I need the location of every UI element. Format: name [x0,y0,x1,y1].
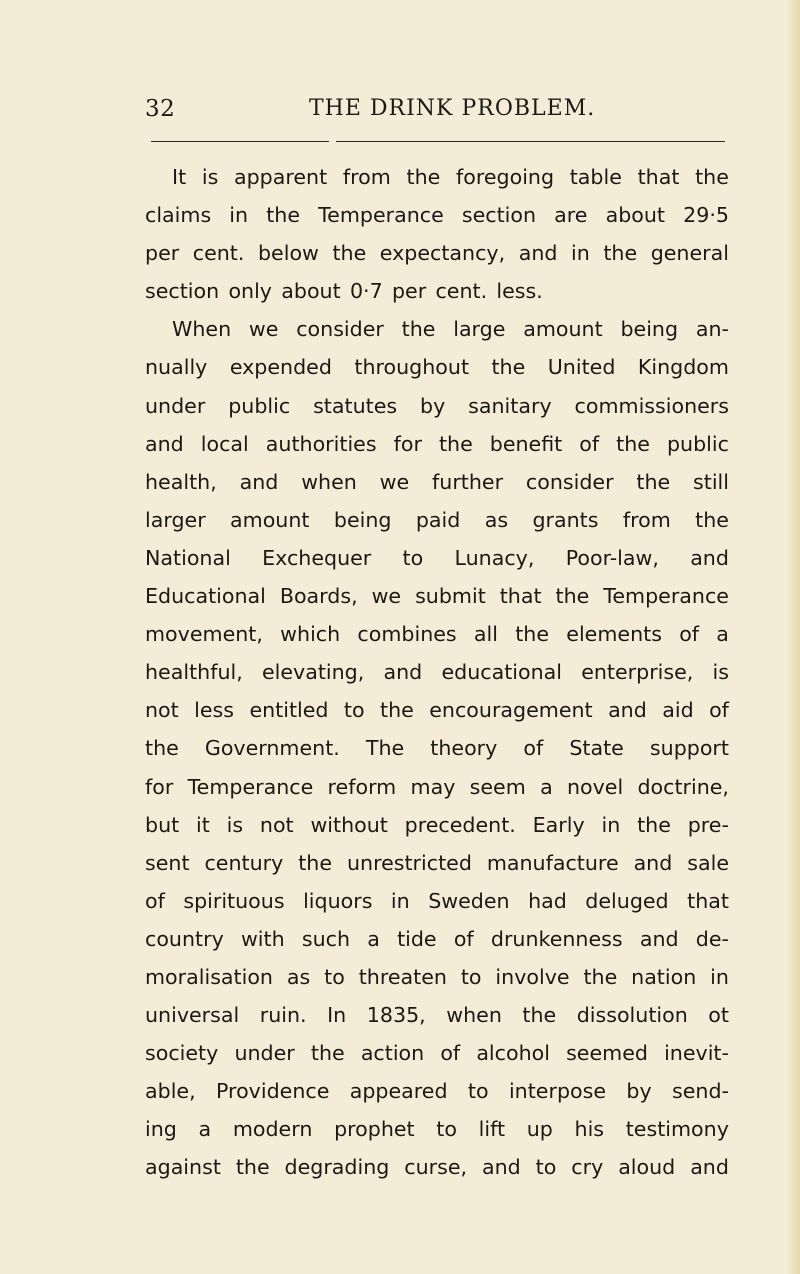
word: the [406,165,441,189]
word: the [695,165,729,189]
text-line [145,348,729,386]
word: table [569,165,622,189]
word: the [491,355,526,380]
word: seem [469,774,526,799]
word: ruin. [259,1003,307,1028]
word: we [371,584,402,609]
word: and [383,660,423,685]
word: threaten [358,964,447,989]
word: enterprise, [581,660,694,685]
word: not [145,698,179,723]
word: such [301,926,351,951]
word: as [484,507,509,532]
word: In [327,1003,347,1028]
word: unrestricted [346,850,472,875]
text-line [145,691,729,729]
word: the [636,469,671,494]
word: the [522,1003,557,1028]
word: society [145,1041,219,1066]
word: is [712,660,729,685]
word: in [390,888,410,913]
text-line [145,768,729,806]
word: The [365,736,405,761]
word: novel [566,774,624,799]
word: sanitary [468,393,552,418]
word: section [461,203,537,228]
word: cent. [192,241,245,266]
word: combines [357,622,457,647]
word: commissioners [574,393,729,418]
word: it [196,812,210,837]
word: of [453,926,474,951]
word: his [574,1117,605,1142]
word: Government. [204,736,340,761]
text-line [145,425,729,463]
word: the [332,241,367,266]
word: reform [327,774,397,799]
text-line [145,920,729,958]
word: claims [145,203,212,228]
word: manufacture [486,850,619,875]
word: in [229,203,249,228]
word: dissolution [576,1003,688,1028]
word: general [650,241,729,266]
word: is [201,165,219,189]
word: State [569,736,624,761]
word: able, [145,1079,196,1104]
word: doctrine, [637,774,729,799]
word: to [324,964,345,989]
text-line [145,996,729,1034]
word: being [620,317,679,342]
word: universal [145,1003,240,1028]
page-edge-shadow [786,0,800,1274]
word: of [679,622,700,647]
word: the [695,507,729,532]
word: interpose [508,1079,607,1104]
word: expectancy, [379,241,506,266]
word: Early [532,812,585,837]
word: benefit [489,431,563,456]
word: authorities [265,431,377,456]
word: and [608,698,647,723]
word: statutes [313,393,398,418]
word: per [145,241,180,266]
word: of [579,431,600,456]
word: drunkenness [490,926,623,951]
word: consider [525,469,614,494]
word: by [420,393,446,418]
word: United [547,355,616,380]
word: in [571,241,590,266]
word: without [310,812,388,837]
word: larger [145,507,206,532]
word: Exchequer [262,545,372,570]
word: which [280,622,341,647]
text-line [145,501,729,539]
word: country [145,926,224,951]
word: educational [441,660,562,685]
word: that [637,165,680,189]
word: health, [145,469,217,494]
text-line [145,387,729,425]
word: the [555,584,590,609]
word: less [194,698,235,723]
word: cent. [435,279,488,304]
word: nually [145,355,208,380]
word: grants [532,507,599,532]
word: lift [478,1117,506,1142]
header-rule-right [336,141,725,142]
word: only [228,279,272,304]
word: moralisation [145,964,273,989]
word: involve [495,964,570,989]
text-line [145,272,729,310]
word: from [342,165,391,189]
text-line [145,1110,729,1148]
text-line [145,158,729,196]
word: as [286,964,311,989]
text-line [145,234,729,272]
word: Providence [216,1079,330,1104]
text-line [145,1072,729,1110]
word: all [473,622,498,647]
word: sent [145,850,190,875]
word: ot [708,1003,729,1028]
word: century [204,850,284,875]
word: the [266,203,300,228]
word: we [248,317,279,342]
word: below [257,241,319,266]
body-text [145,158,729,1187]
word: Boards, [279,584,358,609]
word: action [360,1041,425,1066]
word: not [259,812,294,837]
word: It [172,165,187,189]
word: for [393,431,422,456]
word: and [518,241,558,266]
word: submit [415,584,486,609]
word: the [310,1041,345,1066]
word: of [440,1041,461,1066]
text-line [145,882,729,920]
word: tide [397,926,437,951]
text-line [145,844,729,882]
word: and [690,1155,729,1180]
word: to [436,1117,457,1142]
word: section [145,279,220,304]
word: the [515,622,550,647]
word: are [554,203,588,228]
word: sale [687,850,729,875]
word: aloud [618,1155,676,1180]
word: the [583,964,618,989]
word: amount [523,317,603,342]
word: by [626,1079,652,1104]
text-line [145,615,729,653]
word: aid [662,698,694,723]
word: encouragement [429,698,593,723]
word: send- [672,1079,729,1104]
word: and [639,926,679,951]
word: the [380,698,414,723]
word: the [145,736,179,761]
word: public [228,393,291,418]
word: of [709,698,729,723]
word: public [666,431,729,456]
word: 0·7 [349,279,383,304]
word: large [453,317,506,342]
word: about [605,203,666,228]
text-line [145,577,729,615]
text-line [145,539,729,577]
word: throughout [354,355,470,380]
word: deluged [585,888,669,913]
word: is [226,812,244,837]
word: expended [229,355,332,380]
word: a [716,622,729,647]
word: 29·5 [683,203,729,228]
word: seemed [566,1041,648,1066]
word: less. [496,279,543,304]
word: degrading [284,1155,390,1180]
text-line [145,958,729,996]
word: about [281,279,341,304]
header-rule-left [151,141,329,142]
word: Temperance [187,774,314,799]
word: to [535,1155,557,1180]
word: to [460,964,482,989]
word: spirituous [183,888,285,913]
text-line [145,1148,729,1186]
word: under [234,1041,295,1066]
running-header [145,92,729,126]
word: Poor-law, [565,545,659,570]
word: the [438,431,473,456]
word: Temperance [318,203,444,228]
word: under [145,393,206,418]
word: Kingdom [637,355,729,380]
word: that [687,888,729,913]
word: and [690,545,729,570]
word: Temperance [603,584,729,609]
running-title: THE DRINK PROBLEM. [309,96,596,121]
word: local [200,431,249,456]
word: nation [631,964,697,989]
word: foregoing [455,165,555,189]
word: a [198,1117,212,1142]
word: amount [230,507,310,532]
word: still [693,469,729,494]
word: an- [695,317,729,342]
word: the [401,317,436,342]
text-line [145,1034,729,1072]
word: modern [232,1117,313,1142]
word: and [239,469,279,494]
word: healthful, [145,660,243,685]
word: when [446,1003,502,1028]
word: prophet [334,1117,415,1142]
word: apparent [233,165,328,189]
word: had [528,888,567,913]
page-number: 32 [145,96,176,122]
word: entitled [249,698,329,723]
word: the [637,812,671,837]
word: theory [430,736,498,761]
text-line [145,729,729,767]
word: elevating, [261,660,365,685]
word: pre- [687,812,729,837]
word: when [301,469,357,494]
word: further [432,469,504,494]
word: of [523,736,544,761]
word: alcohol [476,1041,550,1066]
word: may [410,774,456,799]
word: and [482,1155,521,1180]
word: National [145,545,231,570]
word: movement, [145,622,263,647]
text-line [145,653,729,691]
word: the [616,431,650,456]
word: per [391,279,427,304]
text-line [145,463,729,501]
word: cry [571,1155,604,1180]
word: we [379,469,410,494]
word: precedent. [404,812,516,837]
word: with [240,926,285,951]
text-line [145,806,729,844]
word: a [540,774,553,799]
word: being [333,507,392,532]
word: 1835, [366,1003,426,1028]
word: Lunacy, [454,545,535,570]
word: testimony [625,1117,729,1142]
word: ing [145,1117,177,1142]
word: appeared [349,1079,448,1104]
word: from [622,507,671,532]
word: Sweden [428,888,510,913]
word: paid [415,507,461,532]
word: support [649,736,729,761]
word: for [145,774,174,799]
word: the [298,850,333,875]
word: in [710,964,729,989]
word: When [172,317,232,342]
word: to [467,1079,489,1104]
word: Educational [145,584,266,609]
word: against [145,1155,221,1180]
text-line [145,310,729,348]
word: curse, [404,1155,468,1180]
word: that [499,584,542,609]
word: the [235,1155,270,1180]
word: of [145,888,165,913]
word: and [633,850,673,875]
word: inevit- [664,1041,729,1066]
word: de- [695,926,729,951]
word: and [145,431,184,456]
word: up [526,1117,553,1142]
word: the [603,241,638,266]
word: a [367,926,380,951]
word: elements [566,622,662,647]
text-line [145,196,729,234]
word: consider [296,317,384,342]
word: to [343,698,365,723]
word: to [402,545,424,570]
word: liquors [303,888,373,913]
word: but [145,812,180,837]
word: in [601,812,621,837]
